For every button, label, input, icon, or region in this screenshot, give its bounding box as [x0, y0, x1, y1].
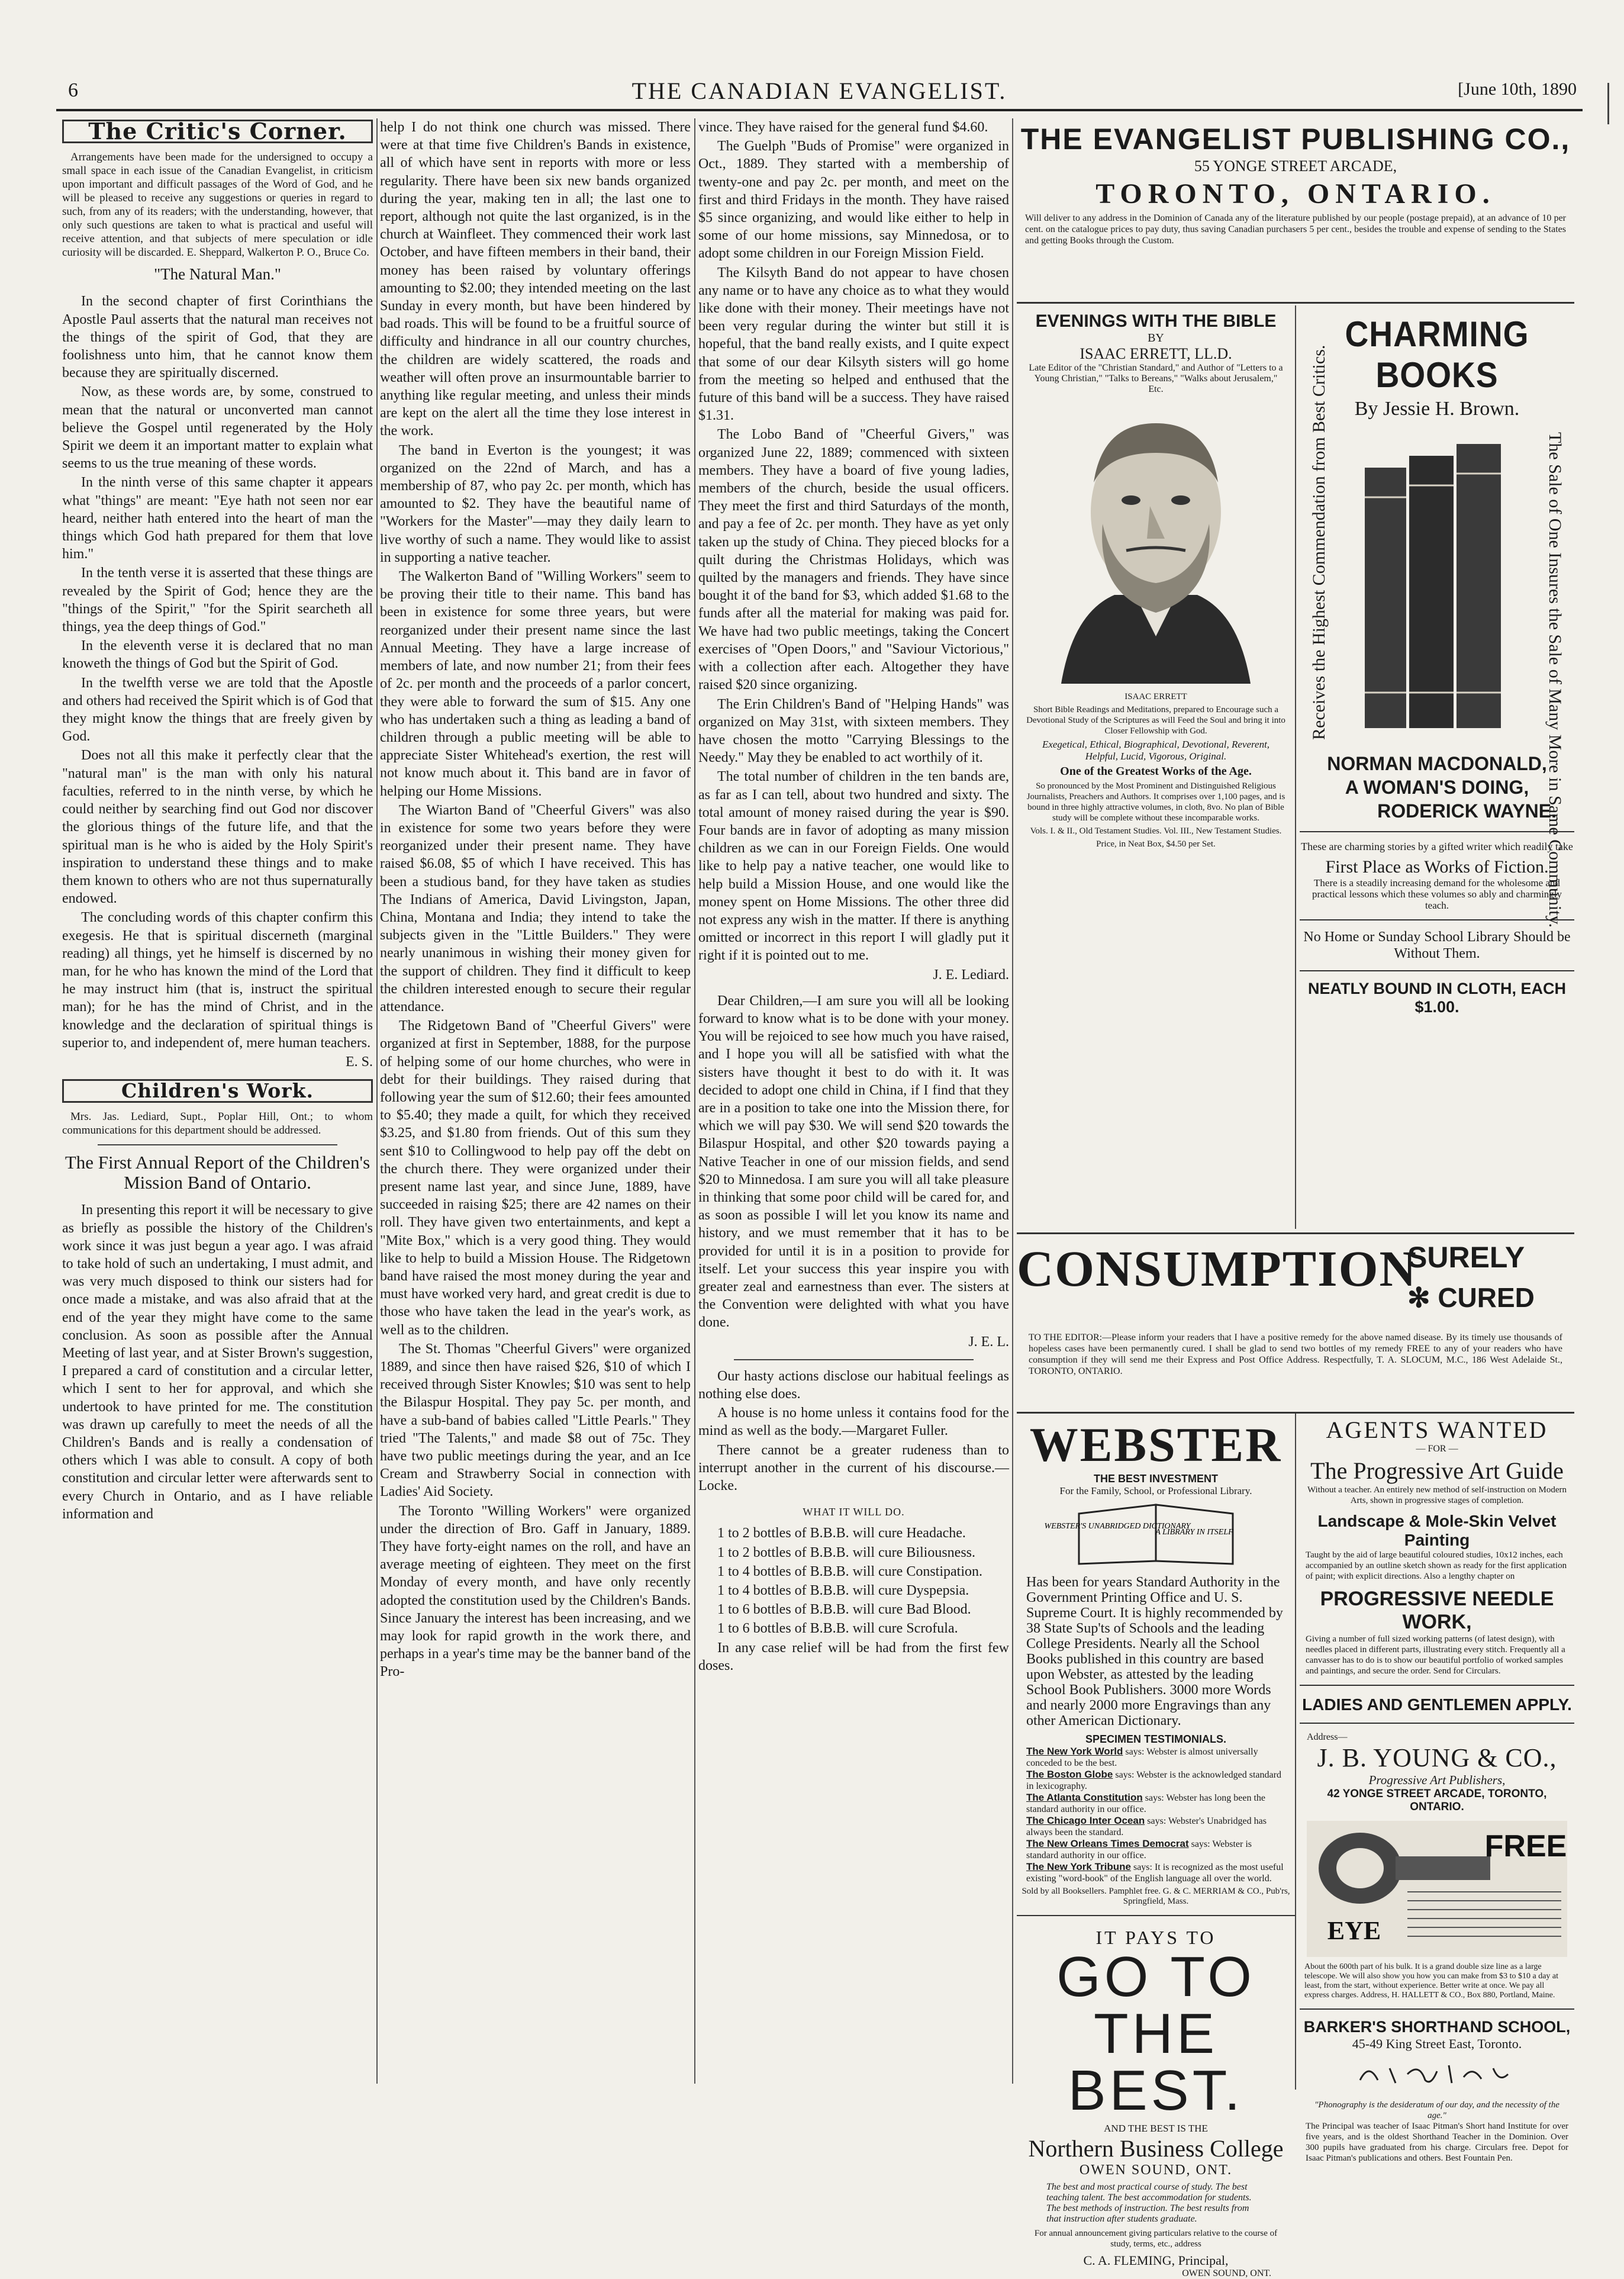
- divider: [1300, 1685, 1574, 1686]
- newspaper-title: THE CANADIAN EVANGELIST.: [631, 78, 1007, 104]
- evenings-author: ISAAC ERRETT, LL.D.: [1080, 345, 1232, 362]
- phonography-quote: "Phonography is the desideratum of our day, and the necessity of the age.": [1314, 2100, 1559, 2120]
- surely-word: SURELY: [1407, 1241, 1525, 1274]
- charming-books-author: By Jessie H. Brown.: [1354, 398, 1520, 420]
- divider: [98, 1144, 337, 1145]
- college-claims: The best and most practical course of study. The best teaching talent. The best accommodation for students. The best methods of instruction. The best results from that instruction after students graduate.: [1046, 2182, 1252, 2224]
- paragraph: Now, as these words are, by some, construed to mean that the natural or unconverted man cannot believe the Gospel until regenerated by the Holy Spirit we deem it an important matter to explain what seems to us the true meaning of these words.: [62, 384, 373, 472]
- testimonial-paper: The New Orleans Times Democrat: [1026, 1838, 1189, 1849]
- paragraph: Dear Children,—I am sure you will all be looking forward to know what is to be done with your money. You will be rejoiced to see how much you have raised, and I hope you will all be satisfied with what the sisters have thought it best to do with it. It was decided to adopt one child in China, if I find that they are in a position to take one into the Mission there, for which we will pay $30. We will send $20 towards the Bilaspur Hospital, and other $20 towards paying a Native Teacher in one of our mission fields, and send $20 to Minnedosa. I am sure you will all take pleasure in thinking that some poor child will be cared for, and as soon as possible I will let you know its name and history, and we must remember that it has to be provided for until it is in a position to provide for itself. Let your success this year inspire you with greater zeal and earnestness than ever. The sisters at the Convention were delighted with what you have done.: [698, 993, 1009, 1331]
- bbb-item: 1 to 6 bottles of B.B.B. will cure Bad Blood.: [717, 1602, 971, 1618]
- paragraph: Does not all this make it perfectly clear that the "natural man" is the man with only his natural faculties, referred to in the ninth verse, by which he could neither by searching find out God nor discover the glorious things of the future life, and that the spiritual man is he who is aided by the Holy Spirit's inspiration to understand these things and to make them known to others who are not thus supernaturally endowed.: [62, 748, 373, 907]
- agents-title: AGENTS WANTED: [1326, 1417, 1548, 1443]
- bound-price-text: NEATLY BOUND IN CLOTH, EACH $1.00.: [1307, 980, 1567, 1016]
- evenings-by: BY: [1148, 331, 1164, 345]
- testimonial-text: says: Webster is standard authority in our office.: [1026, 1839, 1252, 1860]
- bbb-item: 1 to 2 bottles of B.B.B. will cure Headache.: [717, 1525, 966, 1541]
- paragraph: The Kilsyth Band do not appear to have chosen any name or to have any choice as to what they would like done with their money. Their meetings have not been very regular during the winter but still it is hopeful, that the band really exists, and I quite expect that some of our dear Kilsyth sisters will go home from the meeting so helped and enthused that the future of this band will be a success. They have raised $1.31.: [698, 265, 1009, 424]
- critics-corner-note: Arrangements have been made for the undersigned to occupy a small space in each issue of the Canadian Evangelist, in criticism upon important and difficult passages of the Word of God, and he will be pleased to receive any suggestions or queries in regard to such, from any of its readers; with the understanding, however, that only such questions are taken to what is practical and useful will receive attention, and that subjects of mere speculation or idle curiosity will be discarded. E. Sheppard, Walkerton P. O., Bruce Co.: [62, 151, 373, 259]
- divider: [1300, 1723, 1574, 1724]
- report-signature: J. E. Lediard.: [933, 967, 1009, 983]
- college-principal-city: OWEN SOUND, ONT.: [1182, 2268, 1271, 2278]
- testimonial-paper: The Atlanta Constitution: [1026, 1792, 1143, 1803]
- book-title: RODERICK WAYNE.: [1377, 800, 1557, 822]
- paragraph: In the twelfth verse we are told that the Apostle and others had received the Spirit which is of God that they might know the things that are freely given by God.: [62, 675, 373, 745]
- consumption-text: TO THE EDITOR:—Please inform your readers that I have a positive remedy for the above named disease. By its timely use thousands of hopeless cases have been permanently cured. I shall be glad to send two bottles of my remedy FREE to any of your readers who have consumption if they will send me their Express and Post Office Address. Respectfully, T. A. SLOCUM, M.C., 186 West Adelaide St., TORONTO, ONTARIO.: [1029, 1332, 1562, 1376]
- critics-corner-heading: The Critic's Corner.: [62, 120, 373, 143]
- testimonial-paper: The Boston Globe: [1026, 1769, 1113, 1780]
- demand-text: There is a steadily increasing demand for the wholesome and practical lessons which these volumes so ably and charmingly teach.: [1312, 877, 1562, 911]
- publisher-address: 55 YONGE STREET ARCADE,: [1194, 157, 1397, 175]
- evenings-title: EVENINGS WITH THE BIBLE: [1035, 311, 1277, 331]
- consumption-ad: [1017, 1232, 1574, 1414]
- charming-stories-text: These are charming stories by a gifted writer which readily take: [1301, 841, 1573, 852]
- evenings-volumes: Vols. I. & II., Old Testament Studies. Vol. III., New Testament Studies.: [1030, 826, 1282, 836]
- college-principal: C. A. FLEMING, Principal,: [1083, 2253, 1229, 2268]
- free-label: FREE: [1484, 1829, 1567, 1863]
- telescope-eye-illustration: [1307, 1821, 1567, 1957]
- paragraph: The Walkerton Band of "Willing Workers" seem to be proving their title to their name. This band has been in existence for some three years, but were reorganized under their present name since the last Annual Meeting. They have a large increase of members of late, and now number 21; from their fees of 2c. per month and the proceeds of a parlor concert, they were able to forward the sum of $15. Any one who has undertaken such a thing as leading a band of children through a public meeting will be able to appreciate Sister Whitehead's exertion, the rest will not know much about it. This band are in favor of helping our Home Missions.: [380, 569, 691, 799]
- filler-paragraph: Our hasty actions disclose our habitual feelings as nothing else does.: [698, 1368, 1009, 1402]
- paragraph: The Erin Children's Band of "Helping Hands" was organized on May 31st, with sixteen members. They have chosen the motto "Carrying Blessings to the Needy." May they be enabled to act worthily of it.: [698, 696, 1009, 766]
- shorthand-sample: [1348, 2056, 1526, 2092]
- testimonial-text: says: Webster is almost universally conceded to be the best.: [1026, 1747, 1258, 1768]
- publisher-city: TORONTO, ONTARIO.: [1095, 178, 1496, 210]
- paragraph: In the tenth verse it is asserted that these things are revealed by the Spirit of God; hence they are the "things of the Spirit," "for the Spirit searcheth all things, yea the deep things of God.": [62, 565, 373, 635]
- shorthand-school-address: 45-49 King Street East, Toronto.: [1352, 2036, 1522, 2051]
- column-rule: [1012, 118, 1013, 2084]
- divider: [1017, 1915, 1295, 1916]
- divider: [1300, 831, 1574, 832]
- testimonial-paper: The Chicago Inter Ocean: [1026, 1815, 1145, 1826]
- college-city: OWEN SOUND, ONT.: [1079, 2162, 1233, 2178]
- apply-line: LADIES AND GENTLEMEN APPLY.: [1302, 1695, 1572, 1714]
- first-place-text: First Place as Works of Fiction.: [1325, 857, 1549, 877]
- agents-for: — FOR —: [1416, 1444, 1458, 1454]
- dictionary-book-icon: [1044, 1502, 1245, 1567]
- book-right-label: A LIBRARY IN ITSELF: [1155, 1528, 1233, 1537]
- bbb-item: 1 to 4 bottles of B.B.B. will cure Dyspepsia.: [717, 1583, 969, 1599]
- page-header: [56, 76, 1583, 111]
- evenings-price: Price, in Neat Box, $4.50 per Set.: [1096, 839, 1216, 849]
- testimonial-text: says: It is recognized as the most useful existing "word-book" of the English language all over the world.: [1026, 1862, 1284, 1884]
- book-left-label: WEBSTER'S UNABRIDGED DICTIONARY: [1044, 1522, 1191, 1531]
- art-guide-desc: Without a teacher. An entirely new method of self-instruction on Modern Arts, shown in progressive stages of completion.: [1307, 1485, 1567, 1505]
- publishing-co-ad: [1017, 118, 1574, 304]
- college-announcement: For annual announcement giving particulars relative to the course of study, terms, etc., address: [1034, 2229, 1278, 2249]
- charming-books-ad: [1300, 305, 1574, 1229]
- letter-signature: J. E. L.: [968, 1334, 1009, 1350]
- article-signature: E. S.: [345, 1054, 373, 1070]
- paragraph: vince. They have raised for the general fund $4.60.: [698, 120, 988, 135]
- divider: [1300, 2008, 1574, 2010]
- portrait-caption: ISAAC ERRETT: [1124, 692, 1187, 701]
- evenings-claim: One of the Greatest Works of the Age.: [1060, 765, 1252, 778]
- consumption-word: CONSUMPTION: [1017, 1240, 1417, 1297]
- company-sub: Progressive Art Publishers,: [1368, 1773, 1506, 1787]
- vertical-text-right: The Sale of One Insures the Sale of Many More in Same Community.: [1545, 432, 1565, 928]
- column-3: [698, 118, 1009, 2090]
- bbb-item: 1 to 6 bottles of B.B.B. will cure Scrofula.: [717, 1621, 958, 1637]
- paragraph: The Lobo Band of "Cheerful Givers," was organized June 22, 1889; commenced with sixteen members. They have a board of five young ladies, members of the church, beside the usual officers. They meet the first and third Saturdays of the month, and pay a fee of 2c. per month. They have as yet only taken up the study of China. They pieced blocks for a quilt during the Christmas Holidays, which was quilted by the managers and friends. They have since bought it of the band for $3, which added $1.68 to the funds after all the material for making was paid for. We have had two public meetings, taking the Concert exercises of "Open Doors," and "Saviour Victorious," with a collection after each. Altogether they have raised $20 since organizing.: [698, 427, 1009, 693]
- divider: [1300, 970, 1574, 971]
- article-title: "The Natural Man.": [154, 265, 281, 284]
- page-number: 6: [68, 79, 78, 101]
- paragraph: In the ninth verse of this same chapter it appears what "things" are meant: "Eye hath not seen nor ear heard, neither hath entered into the heart of man the things which God hath prepared for them that love him.": [62, 475, 373, 562]
- paragraph: In the eleventh verse it is declared that no man knoweth the things of God but the Spirit of God.: [62, 638, 373, 672]
- testimonial: [1017, 1792, 1295, 1815]
- it-pays-line: IT PAYS TO: [1095, 1927, 1216, 1948]
- paragraph: The Guelph "Buds of Promise" were organized in Oct., 1889. They started with a membership of twenty-one and pay 2c. per month, and meet on the first and third Fridays in the month. They have raised $5 since organizing, and would like either to help in some of our home missions, say Minnedosa, or to adopt some children in our Foreign Mission Field.: [698, 139, 1009, 262]
- divider: [734, 1359, 974, 1360]
- testimonial-text: says: Webster is the acknowledged standard in lexicography.: [1026, 1770, 1281, 1791]
- filler-paragraph: There cannot be a greater rudeness than to interrupt another in the current of his discourse.—Locke.: [698, 1442, 1009, 1494]
- paragraph: The Ridgetown Band of "Cheerful Givers" were organized at first in September, 1888, for the purpose of helping some of our home churches, who were in debt for their buildings. They raised during that following year the sum of $12.60; their fees amounted to $5.40; they made a quilt, for which they received $3.25, and $1.80 from friends. Out of this sum they sent $10 to Collingwood to help pay off the debt on the church there. They were organized under their present name last year, and since June, 1889, have succeeded in raising $25; there are 42 names on their roll. They have given two entertainments, and kept a "Mite Box," which is a very good thing. They would like to help to build a Mission House. The Ridgetown band have raised the most money during the year and must have worked very hard, and great credit is due to those who have taken the lead in the year's work, as well as to the children.: [380, 1018, 691, 1338]
- eye-label: EYE: [1327, 1916, 1381, 1945]
- bbb-heading: WHAT IT WILL DO.: [803, 1506, 905, 1518]
- paragraph: In presenting this report it will be necessary to give as briefly as possible the history of the Children's work since it was just begun a year ago. I was afraid to take hold of such an undertaking, I must admit, and was very much disposed to think our sisters had for once made a mistake, and was also afraid that at the end of the year they might have come to the same conclusion. As soon as possible after the Annual Meeting of last year, and at Sister Brown's suggestion, I prepared a card of constitution and a circular letter, which I sent to her for approval, and which she undertook to have printed for me. The constitution was drawn up carefully to meet the needs of all the Children's Bands and is really a condensation of others which I was able to consult. A copy of both constitution and circular letter were afterwards sent to every Church in Ontario, and as I have reliable information and: [62, 1202, 373, 1522]
- testimonial-text: says: Webster has long been the standard authority in our office.: [1026, 1793, 1266, 1814]
- no-home-text: No Home or Sunday School Library Should be Without Them.: [1303, 929, 1571, 961]
- book-title: A WOMAN'S DOING,: [1345, 777, 1529, 798]
- filler-paragraph: A house is no home unless it contains food for the mind as well as the body.—Margaret Fuller.: [698, 1405, 1009, 1439]
- evenings-praise: So pronounced by the Most Prominent and Distinguished Religious Journalists, Preachers and Authors. It comprises over 1,100 pages, and is bound in three highly attractive volumes, in cloth, 8vo. No plan of Bible study will be complete without these incomparable works.: [1026, 781, 1285, 823]
- landscape-desc: Taught by the aid of large beautiful coloured studies, 10x12 inches, each accompanied by an outline sketch shown as ready for the first application of paint; with explicit directions. Also a lengthy chapter on: [1306, 1550, 1567, 1581]
- webster-and-college-ads: [1017, 1414, 1296, 2278]
- testimonials-heading: SPECIMEN TESTIMONIALS.: [1085, 1733, 1227, 1745]
- column-rule: [694, 118, 695, 2084]
- art-guide-title: The Progressive Art Guide: [1310, 1457, 1564, 1484]
- needle-work-desc: Giving a number of full sized working patterns (of latest design), with needles placed in different parts, illustrating every stitch. Frequently all a canvasser has to do is to show our beautiful portfolio of worked samples and paintings, and secure the order. Send for Circulars.: [1306, 1634, 1565, 1676]
- paragraph: The Toronto "Willing Workers" were organized under the direction of Bro. Gaff in January, 1889. They have forty-eight names on the roll, and have an average meeting of eighteen. They meet on the first Monday of every month, and have only recently adopted the constitution used by the Children's Bands. Since January the interest has been increasing, and we may look for rapid growth in the work there, and perhaps in a year's time may be the banner band of the Pro-: [380, 1503, 691, 1680]
- webster-sold: Sold by all Booksellers. Pamphlet free. G. & C. MERRIAM & CO., Pub'rs, Springfield, Mass.: [1022, 1887, 1290, 1906]
- and-the-best-line: AND THE BEST IS THE: [1104, 2123, 1208, 2134]
- agents-wanted-ad: [1300, 1414, 1574, 2163]
- telescope-text: About the 600th part of his bulk. It is a grand double size line as a large telescope. We will also show you how you can make from $3 to $10 a day at least, from the start, without experience. Better write at once. We pay all express charges. Address, H. HALLETT & CO., Box 880, Portland, Maine.: [1304, 1962, 1559, 2000]
- testimonial-paper: The New York Tribune: [1026, 1861, 1131, 1872]
- paragraph: The band in Everton is the youngest; it was organized on the 22nd of March, and has a membership of 87, who pay 2c. per month, which has amounted to $2. They have the beautiful name of "Workers for the Master"—may they daily learn to live worthy of such a name. They would like to assist in supporting a native teacher.: [380, 442, 691, 565]
- column-rule: [376, 118, 378, 2084]
- childrens-work-note: Mrs. Jas. Lediard, Supt., Poplar Hill, Ont.; to whom communications for this department should be addressed.: [62, 1110, 373, 1137]
- webster-for: For the Family, School, or Professional Library.: [1059, 1485, 1252, 1496]
- column-1: [62, 118, 373, 2090]
- portrait-engraving: [1037, 400, 1274, 684]
- evenings-author-note: Late Editor of the "Christian Standard," and Author of "Letters to a Young Christian," "Talks to Bereans," "Walks about Jerusalem," Etc.: [1029, 363, 1283, 394]
- testimonial: [1017, 1815, 1295, 1838]
- publisher-note: Will deliver to any address in the Dominion of Canada any of the literature published by our people (postage prepaid), at an advance of 10 per cent. on the catalogue prices to pay duty, thus saving Canadian purchasers 5 per cent., besides the trouble and expense of sending to the States and getting Books through the Custom.: [1025, 213, 1566, 246]
- bbb-item: 1 to 4 bottles of B.B.B. will cure Constipation.: [717, 1563, 982, 1579]
- college-name: Northern Business College: [1028, 2135, 1284, 2162]
- company-address: 42 YONGE STREET ARCADE, TORONTO, ONTARIO.: [1327, 1788, 1547, 1813]
- bbb-item: 1 to 2 bottles of B.B.B. will cure Biliousness.: [717, 1544, 975, 1560]
- webster-title: WEBSTER: [1029, 1418, 1283, 1472]
- testimonial-text: says: Webster's Unabridged has always been the standard.: [1026, 1816, 1267, 1837]
- landscape-title: Landscape & Mole-Skin Velvet Painting: [1317, 1512, 1557, 1549]
- evenings-adjectives: Exegetical, Ethical, Biographical, Devotional, Reverent, Helpful, Lucid, Vigorous, Original.: [1042, 739, 1270, 762]
- charming-books-title: CHARMING BOOKS: [1345, 314, 1529, 395]
- testimonial-paper: The New York World: [1026, 1746, 1123, 1757]
- the-best-line: THE BEST.: [1068, 2002, 1244, 2122]
- webster-tagline: THE BEST INVESTMENT: [1093, 1473, 1218, 1485]
- company-name: J. B. YOUNG & CO.,: [1317, 1743, 1557, 1772]
- paragraph: help I do not think one church was missed. There were at that time five Children's Bands in existence, all of which have sent in reports with more or less regularity. There have been six new bands organized during the year, making ten in all; the last one to report, although not quite the last organized, is in the church at Wainfleet. They commenced their work last October, and have fifteen members in their band, their money has been raised by voluntary offerings amounting to $2.00; they intended meeting on the last Sunday in every month, but have been hindered by bad roads. This will be found to be a fruitful source of difficulty and hindrance in all our country churches, the children are widely scattered, the roads and weather will often prove an insurmountable barrier to anything like regular meeting, and unless their minds are kept on the alert all the time they lose interest in the work.: [380, 120, 691, 439]
- evenings-with-bible-ad: [1017, 305, 1296, 1229]
- address-label: Address—: [1307, 1732, 1348, 1742]
- divider: [1300, 919, 1574, 920]
- needle-work-title: PROGRESSIVE NEEDLE WORK,: [1320, 1588, 1554, 1633]
- paragraph: The Wiarton Band of "Cheerful Givers" was also in existence for some two years before they were reorganized under their present name. They have raised $6.08, $5 of which I have received. This has been a studious band, for they have taken as studies The Indians of America, David Livingston, Japan, China, Montana and India; they intend to take the subjects given in the "Little Builders." They were nearly unanimous in wishing their money given for the support of children. They find it difficult to keep the children interested enough to secure their regular attendance.: [380, 802, 691, 1015]
- report-title: The First Annual Report of the Children's Mission Band of Ontario.: [65, 1152, 370, 1193]
- paragraph: The concluding words of this chapter confirm this exegesis. He that is spiritual discerneth (marginal reading) all things, yet he himself is discerned by no man, for he who has known the mind of the Lord that he may instruct him (that is, instruct the spiritual man); for he has the mind of Christ, and in the knowledge and the declaration of spiritual things is superior to, and independent of, mere human teachers.: [62, 910, 373, 1051]
- testimonial: [1017, 1861, 1295, 1884]
- cured-word: ✻ CURED: [1407, 1282, 1535, 1313]
- paragraph: The St. Thomas "Cheerful Givers" were organized 1889, and since then have raised $26, $10 of which I received through Sister Knowles; $10 was sent to help the Bilaspur Hospital. They pay 5c. per month, and have a sub-band of babies called "Little Pearls." They tried "The Talents," and made $8 out of 75c. They have two public meetings during the year, and an Ice Cream and Strawberry Social in connection with Ladies' Aid Society.: [380, 1341, 691, 1500]
- publisher-name: THE EVANGELIST PUBLISHING CO.,: [1020, 123, 1571, 156]
- webster-body: Has been for years Standard Authority in the Government Printing Office and U. S. Supreme Court. It is highly recommended by 38 State Sup'ts of Schools and the leading College Presidents. Nearly all the School Books published in this country are based upon Webster, as attested by the leading School Book Publishers. 3000 more Words and nearly 2000 more Engravings than any other American Dictionary.: [1026, 1575, 1283, 1728]
- evenings-description: Short Bible Readings and Meditations, prepared to Encourage such a Devotional Study of the Scriptures as will Feed the Soul and bring it into Closer Fellowship with God.: [1026, 705, 1285, 736]
- column-2: [380, 118, 691, 2090]
- shorthand-school-name: BARKER'S SHORTHAND SCHOOL,: [1303, 2018, 1571, 2036]
- testimonial: [1017, 1838, 1295, 1861]
- shorthand-school-desc: The Principal was teacher of Isaac Pitman's Short hand Institute for over five years, and is the oldest Shorthand Teacher in the Dominion. Over 300 pupils have graduated from his charge. Circulars free. Depot for Isaac Pitman's publications and others. Best Fountain Pen.: [1306, 2122, 1568, 2163]
- bbb-item: In any case relief will be had from the first few doses.: [698, 1640, 1009, 1673]
- issue-date: [June 10th, 1890: [1458, 79, 1577, 99]
- testimonial: [1017, 1746, 1295, 1769]
- books-icon: [1353, 432, 1513, 740]
- go-to-line: GO TO: [1056, 1945, 1255, 2008]
- paragraph: In the second chapter of first Corinthians the Apostle Paul asserts that the natural man receives not the things of the spirit of God, that they are foolishness unto him, that he cannot know them because they are spiritually discerned.: [62, 294, 373, 381]
- book-title: NORMAN MACDONALD,: [1327, 753, 1547, 774]
- margin-rule: [1607, 83, 1609, 124]
- childrens-work-heading: Children's Work.: [62, 1079, 373, 1103]
- paragraph: The total number of children in the ten bands are, as far as I can tell, about two hundred and sixty. The total amount of money raised during the year is $90. Four bands are in favor of adopting as many mission children as we can in our Foreign Fields. One would like to help pay a native teacher, one would like to help build a Mission House, and one would like the money spent on Home Missions. The other three did not express any wish in the matter. If there is anything omitted or incorrect in this report I will gladly put it right if it is pointed out to me.: [698, 769, 1009, 964]
- testimonial: [1017, 1769, 1295, 1792]
- vertical-text-left: Receives the Highest Commendation from Best Critics.: [1309, 345, 1329, 740]
- advertisement-area: [1017, 118, 1574, 2278]
